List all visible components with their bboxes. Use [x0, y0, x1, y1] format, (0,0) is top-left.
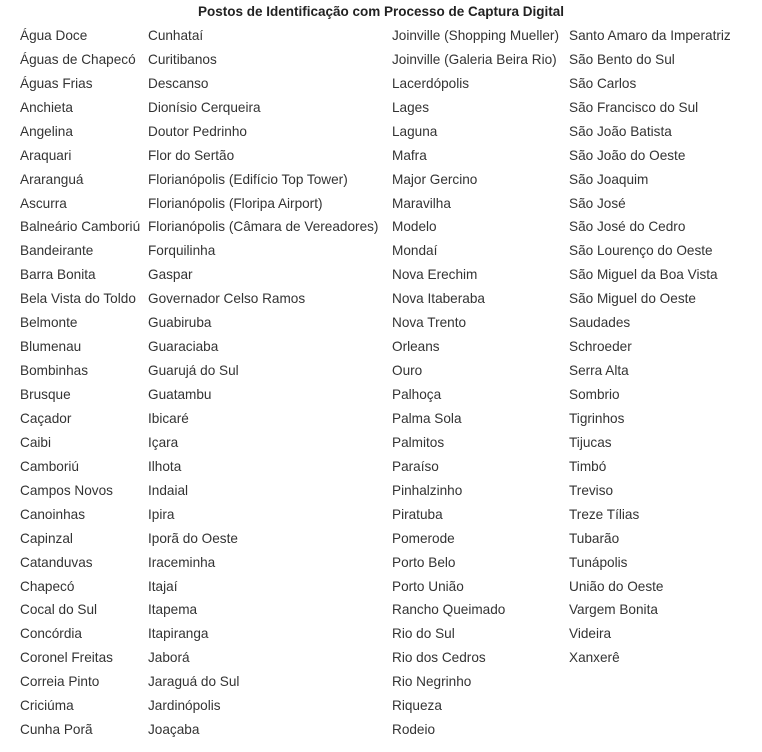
table-row	[18, 192, 757, 216]
location-cell: Cocal do Sul	[20, 602, 98, 618]
table-row	[18, 120, 757, 144]
table-row	[18, 311, 757, 335]
location-cell: Guarujá do Sul	[148, 363, 239, 379]
location-cell: Cunhataí	[148, 27, 204, 43]
location-cell: Caibi	[20, 434, 51, 450]
location-cell: Dionísio Cerqueira	[148, 99, 261, 115]
page-title: Postos de Identificação com Processo de Captura Digital	[197, 4, 565, 19]
location-cell: Rodeio	[392, 722, 436, 738]
location-cell: Treviso	[569, 482, 614, 498]
location-cell: Paraíso	[392, 458, 439, 474]
location-cell: Porto Belo	[392, 554, 456, 570]
location-cell: Piratuba	[392, 506, 443, 522]
location-cell: Florianópolis (Edifício Top Tower)	[148, 171, 348, 187]
location-cell: Jaborá	[148, 650, 190, 666]
location-cell: Florianópolis (Floripa Airport)	[148, 195, 323, 211]
location-cell: Içara	[148, 434, 179, 450]
location-cell: São José	[569, 195, 626, 211]
location-cell: São Bento do Sul	[569, 51, 675, 67]
location-cell: União do Oeste	[569, 578, 664, 594]
table-row	[18, 431, 757, 455]
location-cell: Pinhalzinho	[392, 482, 463, 498]
location-cell	[567, 670, 757, 694]
location-cell: São José do Cedro	[569, 219, 686, 235]
table-row	[18, 670, 757, 694]
location-cell: Itapiranga	[148, 626, 209, 642]
location-cell: Cunha Porã	[20, 722, 93, 738]
location-cell: São Lourenço do Oeste	[569, 243, 713, 259]
table-row	[18, 551, 757, 575]
table-row	[18, 335, 757, 359]
table-row	[18, 72, 757, 96]
location-cell: Guatambu	[148, 387, 212, 403]
location-cell: Ascurra	[20, 195, 67, 211]
locations-table	[18, 24, 757, 742]
location-cell: Bombinhas	[20, 363, 89, 379]
location-cell: Jardinópolis	[148, 698, 221, 714]
location-cell: Nova Erechim	[392, 267, 478, 283]
table-row	[18, 575, 757, 599]
location-cell: Brusque	[20, 387, 71, 403]
location-cell: Rancho Queimado	[392, 602, 506, 618]
location-cell: Laguna	[392, 123, 438, 139]
location-cell: Coronel Freitas	[20, 650, 113, 666]
location-cell: Tubarão	[569, 530, 620, 546]
location-cell: Timbó	[569, 458, 607, 474]
location-cell: Itajaí	[148, 578, 178, 594]
location-cell: Videira	[569, 626, 612, 642]
table-row	[18, 359, 757, 383]
location-cell: Palhoça	[392, 387, 442, 403]
location-cell	[567, 718, 757, 742]
location-cell: Belmonte	[20, 315, 78, 331]
location-cell: Schroeder	[569, 339, 632, 355]
table-row	[18, 96, 757, 120]
location-cell: Indaial	[148, 482, 189, 498]
location-cell: Santo Amaro da Imperatriz	[569, 27, 731, 43]
location-cell: Doutor Pedrinho	[148, 123, 247, 139]
table-row	[18, 527, 757, 551]
table-row	[18, 287, 757, 311]
location-cell: Balneário Camboriú	[20, 219, 141, 235]
location-cell: Mondaí	[392, 243, 438, 259]
location-cell: Florianópolis (Câmara de Vereadores)	[148, 219, 379, 235]
location-cell: Guaraciaba	[148, 339, 219, 355]
table-row	[18, 479, 757, 503]
location-cell: Modelo	[392, 219, 437, 235]
table-row	[18, 407, 757, 431]
location-cell: Guabiruba	[148, 315, 212, 331]
location-cell: Palma Sola	[392, 410, 462, 426]
location-cell: Itapema	[148, 602, 198, 618]
location-cell: Capinzal	[20, 530, 73, 546]
location-cell: Riqueza	[392, 698, 442, 714]
table-row	[18, 216, 757, 240]
table-row	[18, 646, 757, 670]
location-cell: Araranguá	[20, 171, 84, 187]
location-cell: Chapecó	[20, 578, 75, 594]
location-cell: Forquilinha	[148, 243, 216, 259]
location-cell: Correia Pinto	[20, 674, 100, 690]
location-cell: Águas de Chapecó	[20, 51, 136, 67]
location-cell: Ibicaré	[148, 410, 189, 426]
location-cell: Treze Tílias	[569, 506, 640, 522]
location-cell: Mafra	[392, 147, 427, 163]
location-cell: Ouro	[392, 363, 423, 379]
location-cell: Ipira	[148, 506, 175, 522]
location-cell: Concórdia	[20, 626, 82, 642]
location-cell: Nova Itaberaba	[392, 291, 485, 307]
location-cell: Porto União	[392, 578, 464, 594]
location-cell: Descanso	[148, 75, 209, 91]
location-cell: Bela Vista do Toldo	[20, 291, 136, 307]
table-row	[18, 24, 757, 48]
location-cell	[567, 694, 757, 718]
location-cell: Gaspar	[148, 267, 193, 283]
location-cell: Nova Trento	[392, 315, 467, 331]
location-cell: Jaraguá do Sul	[148, 674, 240, 690]
location-cell: Campos Novos	[20, 482, 113, 498]
location-cell: Rio Negrinho	[392, 674, 472, 690]
location-cell: Ilhota	[148, 458, 182, 474]
location-cell: São Joaquim	[569, 171, 649, 187]
location-cell: São João do Oeste	[569, 147, 686, 163]
location-cell: Bandeirante	[20, 243, 94, 259]
location-cell: Águas Frias	[20, 75, 93, 91]
locations-table-body	[18, 24, 757, 742]
location-cell: Angelina	[20, 123, 73, 139]
location-cell: Caçador	[20, 410, 72, 426]
location-cell: Barra Bonita	[20, 267, 96, 283]
location-cell: Joinville (Galeria Beira Rio)	[392, 51, 557, 67]
location-cell: São Miguel do Oeste	[569, 291, 696, 307]
table-row	[18, 718, 757, 742]
location-cell: Joaçaba	[148, 722, 200, 738]
location-cell: Flor do Sertão	[148, 147, 235, 163]
location-cell: Curitibanos	[148, 51, 217, 67]
location-cell: Camboriú	[20, 458, 79, 474]
table-row	[18, 144, 757, 168]
location-cell: Araquari	[20, 147, 72, 163]
location-cell: Catanduvas	[20, 554, 93, 570]
location-cell: Pomerode	[392, 530, 455, 546]
table-row	[18, 48, 757, 72]
location-cell: Tunápolis	[569, 554, 628, 570]
table-row	[18, 263, 757, 287]
location-cell: Sombrio	[569, 387, 620, 403]
table-row	[18, 168, 757, 192]
location-cell: Tijucas	[569, 434, 612, 450]
location-cell: Tigrinhos	[569, 410, 625, 426]
location-cell: São Francisco do Sul	[569, 99, 699, 115]
location-cell: Saudades	[569, 315, 631, 331]
table-row	[18, 455, 757, 479]
table-row	[18, 694, 757, 718]
table-row	[18, 503, 757, 527]
location-cell: Joinville (Shopping Mueller)	[392, 27, 559, 43]
location-cell: Vargem Bonita	[569, 602, 658, 618]
location-cell: Major Gercino	[392, 171, 478, 187]
location-cell: Anchieta	[20, 99, 73, 115]
location-cell: São Miguel da Boa Vista	[569, 267, 718, 283]
table-row	[18, 383, 757, 407]
table-row	[18, 622, 757, 646]
location-cell: Palmitos	[392, 434, 445, 450]
table-row	[18, 239, 757, 263]
location-cell: Serra Alta	[569, 363, 629, 379]
location-cell: Governador Celso Ramos	[148, 291, 306, 307]
location-cell: Criciúma	[20, 698, 74, 714]
location-cell: Rio do Sul	[392, 626, 455, 642]
location-cell: São João Batista	[569, 123, 672, 139]
location-cell: São Carlos	[569, 75, 637, 91]
location-cell: Canoinhas	[20, 506, 85, 522]
location-cell: Lacerdópolis	[392, 75, 470, 91]
location-cell: Iraceminha	[148, 554, 216, 570]
location-cell: Iporã do Oeste	[148, 530, 238, 546]
location-cell: Maravilha	[392, 195, 451, 211]
location-cell: Rio dos Cedros	[392, 650, 486, 666]
table-row	[18, 599, 757, 623]
location-cell: Xanxerê	[569, 650, 620, 666]
location-cell: Blumenau	[20, 339, 82, 355]
location-cell: Água Doce	[20, 27, 88, 43]
location-cell: Orleans	[392, 339, 440, 355]
location-cell: Lages	[392, 99, 430, 115]
